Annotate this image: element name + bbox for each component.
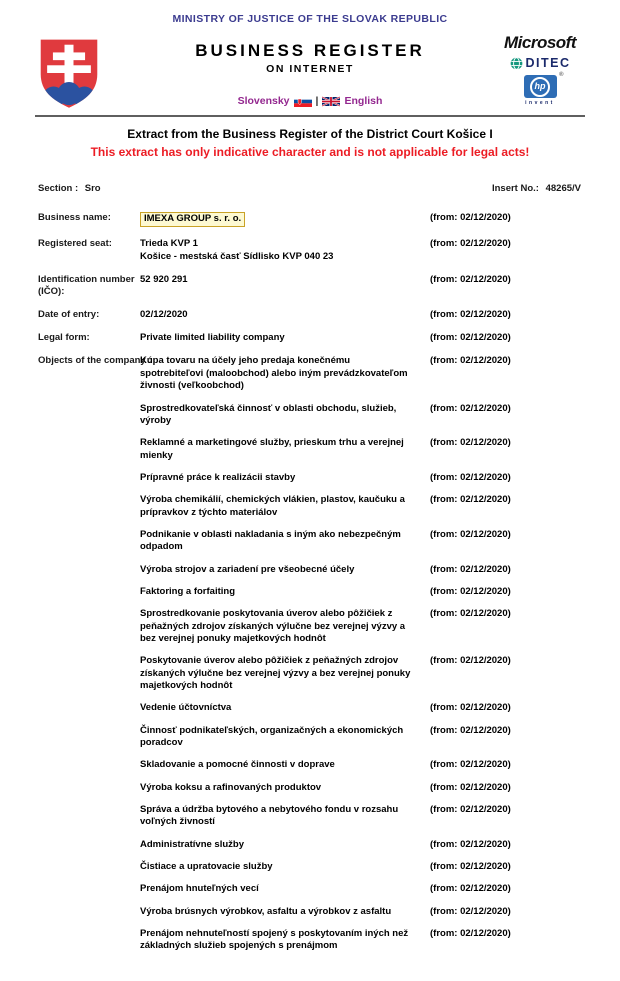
object-item-row [140,928,585,953]
slovak-flag-icon [294,96,312,107]
object-item-text: Prenájom hnuteľných vecí [140,883,259,895]
insert-number-pair [492,183,585,194]
object-item-text: Skladovanie a pomocné činnosti v doprave [140,759,335,771]
object-item-row [140,861,585,873]
extract-disclaimer: This extract has only indicative character and is not applicable for legal acts! [90,145,530,159]
header-divider [35,115,585,117]
object-item-from: (from: 02/12/2020) [430,838,511,850]
objects-of-company-section [38,355,585,962]
identification-number-value: 52 920 291 [140,274,188,286]
object-item-text: Kúpa tovaru na účely jeho predaja konečnému spotrebiteľovi (maloobchod) alebo iným prevádzkovateľom živnosti (veľkoobchod) [140,355,408,392]
microsoft-logo: Microsoft [504,33,576,52]
ministry-title: MINISTRY OF JUSTICE OF THE SLOVAK REPUBLIC [172,13,448,25]
object-item-row [140,759,585,771]
legal-form-row [38,332,585,344]
register-title: BUSINESS REGISTER [195,41,425,60]
date-of-entry-row [38,309,585,321]
object-item-text: Reklamné a marketingové služby, prieskum trhu a verejnej mienky [140,437,404,461]
language-link-slovak[interactable]: Slovensky [237,95,290,107]
ditec-logo [510,56,571,70]
object-item-from: (from: 02/12/2020) [430,655,511,667]
business-name-row [38,212,585,227]
object-item-text: Činnosť podnikateľských, organizačných a ekonomických poradcov [140,724,404,749]
object-item-row [140,564,585,576]
object-item-row [140,472,585,484]
section-pair [38,183,105,194]
ditec-globe-icon [510,57,523,70]
page-header [0,0,620,118]
object-item-from: (from: 02/12/2020) [430,861,511,873]
object-item-row [140,725,585,750]
hp-registered-mark: ® [559,72,564,78]
object-item-from: (from: 02/12/2020) [430,905,511,917]
object-item-from: (from: 02/12/2020) [430,437,511,449]
objects-of-company-label: Objects of the company : [38,355,152,367]
registered-seat-from: (from: 02/12/2020) [430,238,511,250]
extract-title: Extract from the Business Register of the District Court Košice I [127,127,493,141]
object-item-row [140,804,585,829]
business-name-from: (from: 02/12/2020) [430,212,511,223]
object-item-text: Sprostredkovanie poskytovania úverov alebo pôžičiek z peňažných zdrojov získaných výlučne bez verejnej výzvy a bez verejnej ponuky majetkových hodnôt [140,608,406,644]
hp-invent-text: invent [525,100,555,106]
date-of-entry-from: (from: 02/12/2020) [430,308,511,320]
object-item-from: (from: 02/12/2020) [430,402,511,414]
section-label: Section : [38,183,79,194]
object-item-from: (from: 02/12/2020) [430,928,511,940]
object-item-from: (from: 02/12/2020) [430,471,511,483]
object-item-row [140,702,585,714]
ditec-logo-text: DITEC [525,56,571,70]
uk-flag-icon [322,96,340,107]
objects-of-company-list [140,355,585,962]
legal-form-from: (from: 02/12/2020) [430,332,511,344]
object-item-row [140,494,585,519]
object-item-from: (from: 02/12/2020) [430,724,511,736]
object-item-text: Výroba chemikálií, chemických vlákien, plastov, kaučuku a prípravkov z týchto materiálov [140,494,405,518]
object-item-text: Vedenie účtovníctva [140,702,232,714]
registered-seat-label: Registered seat: [38,238,112,250]
insert-number-label: Insert No.: [491,183,539,194]
object-item-from: (from: 02/12/2020) [430,608,511,620]
object-item-row [140,437,585,462]
business-name-highlight: IMEXA GROUP s. r. o. [140,212,245,227]
object-item-row [140,782,585,794]
object-item-from: (from: 02/12/2020) [430,494,511,506]
object-item-text: Poskytovanie úverov alebo pôžičiek z peňažných zdrojov získaných výlučne bez verejnej výzvy a bez verejnej ponuky majetkových hodnôt [140,655,411,691]
object-item-text: Správa a údržba bytového a nebytového fondu v rozsahu voľných živností [140,804,399,828]
object-item-text: Výroba strojov a zariadení pre všeobecné účely [140,563,355,575]
object-item-text: Prenájom nehnuteľností spojený s poskytovaním iných než základných služieb spojených s prenájmom [140,928,409,952]
register-subtitle: ON INTERNET [266,63,354,75]
object-item-from: (from: 02/12/2020) [430,585,511,597]
business-name-value [140,212,430,227]
business-name-label: Business name: [38,212,111,223]
registered-seat-value [140,238,430,263]
object-item-row [140,586,585,598]
object-item-text: Administratívne služby [140,838,244,850]
registered-seat-row [38,238,585,263]
object-item-row [140,529,585,554]
object-item-row [140,608,585,645]
registered-seat-line1: Trieda KVP 1 [140,238,198,250]
identification-number-from: (from: 02/12/2020) [430,274,511,286]
object-item-text: Čistiace a upratovacie služby [140,861,273,873]
object-item-from: (from: 02/12/2020) [430,355,511,367]
extract-fields [0,194,620,981]
object-item-text: Faktoring a forfaiting [140,585,235,597]
object-item-row [140,883,585,895]
object-item-from: (from: 02/12/2020) [430,759,511,771]
object-item-row [140,355,585,392]
language-selector [0,95,620,107]
object-item-row [140,906,585,918]
object-item-row [140,403,585,428]
object-item-from: (from: 02/12/2020) [430,883,511,895]
object-item-text: Výroba koksu a rafinovaných produktov [140,781,322,793]
object-item-from: (from: 02/12/2020) [430,563,511,575]
object-item-from: (from: 02/12/2020) [430,528,511,540]
object-item-row [140,839,585,851]
hp-logo-text: hp [534,81,546,91]
legal-form-value: Private limited liability company [140,332,285,344]
object-item-from: (from: 02/12/2020) [430,702,511,714]
object-item-from: (from: 02/12/2020) [430,781,511,793]
identification-number-row [38,274,585,298]
object-item-text: Sprostredkovateľská činnosť v oblasti obchodu, služieb, výroby [140,402,397,426]
object-item-text: Prípravné práce k realizácii stavby [140,471,296,483]
section-meta-row [38,183,585,194]
date-of-entry-label: Date of entry: [38,308,100,320]
identification-number-label: Identification number (IČO): [38,274,135,297]
date-of-entry-value: 02/12/2020 [140,308,188,320]
language-link-english[interactable]: English [344,95,383,107]
language-separator: | [315,95,319,107]
object-item-text: Podnikanie v oblasti nakladania s iným ako nebezpečným odpadom [140,528,401,553]
section-value: Sro [84,183,101,194]
object-item-from: (from: 02/12/2020) [430,804,511,816]
object-item-text: Výroba brúsnych výrobkov, asfaltu a výrobkov z asfaltu [140,905,392,917]
object-item-row [140,655,585,692]
insert-number-value: 48265/V [545,183,581,194]
extract-title-block [0,118,620,159]
registered-seat-line2: Košice - mestská časť Sídlisko KVP 040 23 [140,250,334,262]
legal-form-label: Legal form: [38,332,90,344]
